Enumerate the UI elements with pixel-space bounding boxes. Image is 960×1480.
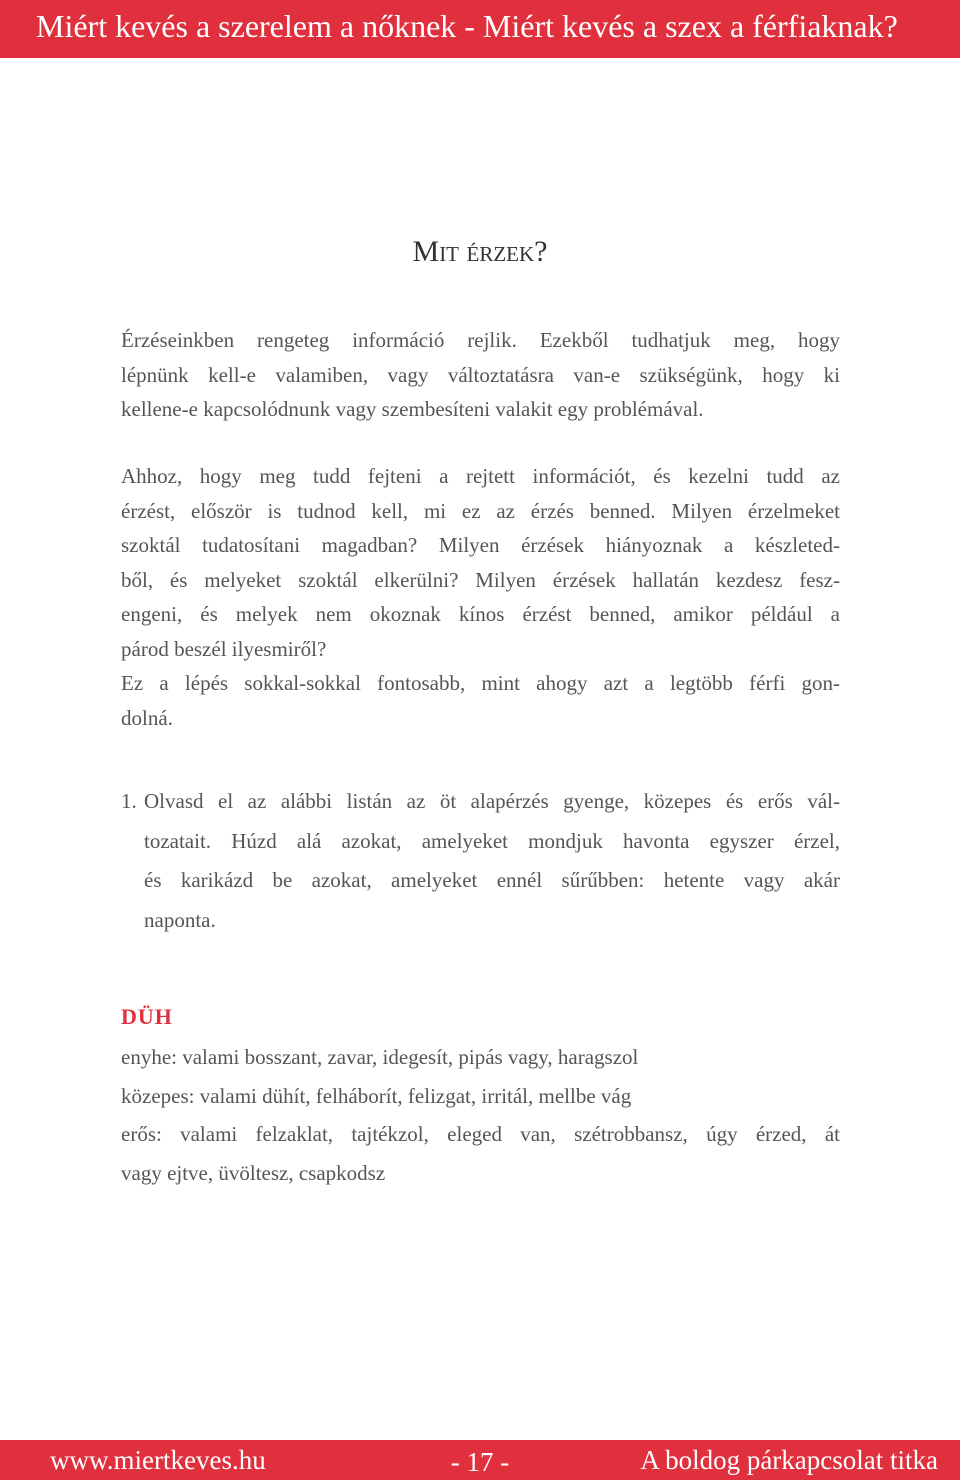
emotion-level-medium: közepes: valami dühít, felháborít, felizgat, irritál, mellbe vág — [121, 1083, 632, 1108]
paragraph-line: Ahhoz, hogy meg tudd fejteni a rejtett információt, és kezelni tudd az — [121, 464, 840, 488]
numbered-list-item — [121, 782, 840, 940]
section-heading-rest: it érzek? — [439, 235, 548, 268]
paragraph-line: engeni, és melyek nem okoznak kínos érzést benned, amikor például a — [121, 602, 840, 626]
emotion-level-strong-cont: vagy ejtve, üvöltesz, csapkodsz — [121, 1160, 386, 1185]
list-item-number: 1. — [121, 789, 137, 813]
footer-website-link[interactable]: www.miertkeves.hu — [50, 1445, 266, 1475]
emotion-level-strong: erős: valami felzaklat, tajtékzol, eleged van, szétrobbansz, úgy érzed, át — [121, 1122, 840, 1146]
paragraph-line: Érzéseinkben rengeteg információ rejlik. Ezekből tudhatjuk meg, hogy — [121, 328, 840, 352]
paragraph-line: ből, és melyeket szoktál elkerülni? Milyen érzések hallatán kezdesz fesz- — [121, 567, 840, 592]
paragraph-line: érzést, először is tudnod kell, mi ez az érzés benned. Milyen érzelmeket — [121, 498, 840, 523]
paragraph-line: dolná. — [121, 705, 173, 730]
footer-bar — [0, 1440, 960, 1480]
paragraph-line: szoktál tudatosítani magadban? Milyen érzések hiányoznak a készleted- — [121, 533, 840, 557]
emotion-levels — [121, 1038, 840, 1192]
header-bar — [0, 0, 960, 58]
running-header-title: Miért kevés a szerelem a nőknek - Miért kevés a szex a férfiaknak? — [36, 8, 898, 44]
section-heading-initial: M — [412, 235, 440, 268]
list-line: Olvasd el az alábbi listán az öt alapérzés gyenge, közepes és erős vál- — [144, 789, 840, 813]
paragraph-line: kellene-e kapcsolódnunk vagy szembesíteni valakit egy problémával. — [121, 397, 704, 421]
emotion-heading: DÜH — [121, 1004, 173, 1029]
list-line: tozatait. Húzd alá azokat, amelyeket mondjuk havonta egyszer érzel, — [144, 828, 840, 853]
list-line: naponta. — [144, 907, 216, 932]
paragraph-line: lépnünk kell-e valamiben, vagy változtatásra van-e szükségünk, hogy ki — [121, 362, 840, 387]
list-line: és karikázd be azokat, amelyeket ennél sűrűbben: hetente vagy akár — [144, 868, 840, 892]
emotion-level-mild: enyhe: valami bosszant, zavar, idegesít, pipás vagy, haragszol — [121, 1045, 639, 1069]
footer-book-title: A boldog párkapcsolat titka — [640, 1445, 938, 1475]
paragraph-questions — [121, 459, 840, 735]
paragraph-line: Ez a lépés sokkal-sokkal fontosabb, mint ahogy azt a legtöbb férfi gon- — [121, 671, 840, 695]
page-number: - 17 - — [450, 1447, 510, 1477]
paragraph-intro — [121, 323, 840, 427]
list-item-text — [144, 782, 840, 940]
section-heading — [0, 232, 960, 272]
paragraph-line: párod beszél ilyesmiről? — [121, 636, 327, 661]
